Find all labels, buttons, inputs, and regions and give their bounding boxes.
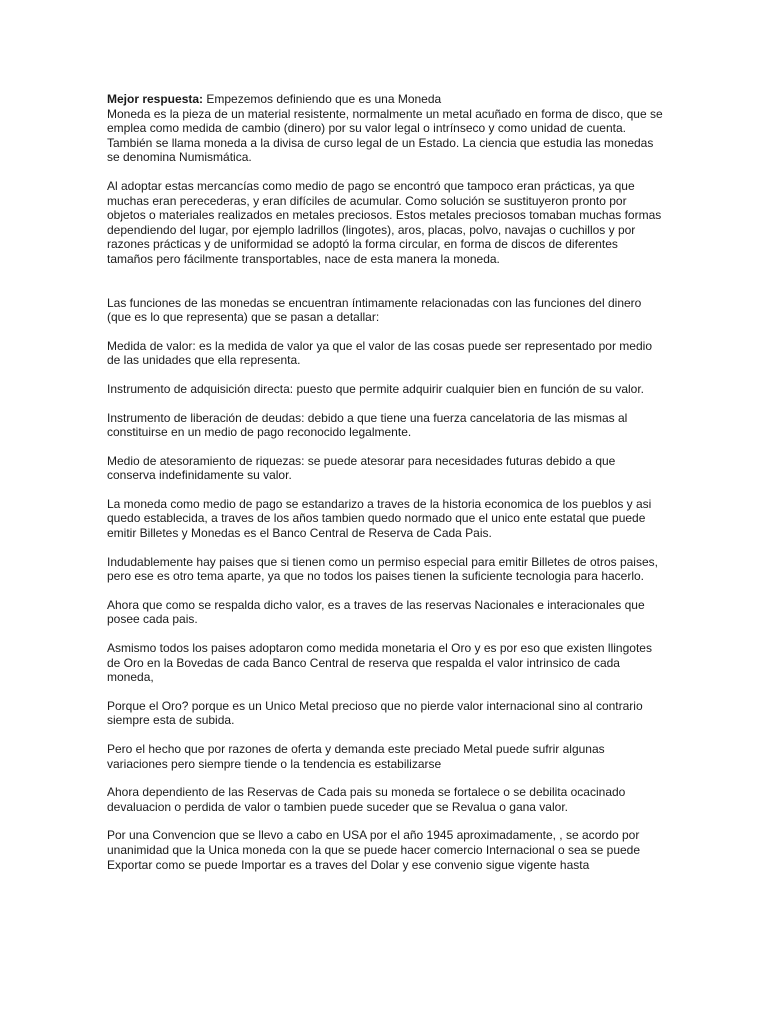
- paragraph: Por una Convencion que se llevo a cabo en USA por el año 1945 aproximadamente, , se acordo por unanimidad que la Unica moneda con la que se puede hacer comercio Internacional o sea se puede Exportar como se puede Importar es a traves del Dolar y ese convenio sigue vigente hasta: [107, 828, 641, 872]
- paragraph: Asmismo todos los paises adoptaron como medida monetaria el Oro y es por eso que existen llingotes de Oro en la Bovedas de cada Banco Central de reserva que respalda el valor intrinsico de cada moneda,: [107, 641, 652, 685]
- paragraph: Instrumento de adquisición directa: puesto que permite adquirir cualquier bien en función de su valor.: [107, 381, 644, 396]
- intro-heading: Empezemos definiendo que es una Moneda: [203, 92, 442, 106]
- intro-body: Moneda es la pieza de un material resistente, normalmente un metal acuñado en forma de disco, que se emplea como medida de cambio (dinero) por su valor legal o intrínseco y como unidad de cuenta. También se llama moneda a la divisa de curso legal de un Estado. La ciencia que estudia las monedas se denomina Numismática.: [107, 106, 663, 165]
- paragraph: Pero el hecho que por razones de oferta y demanda este preciado Metal puede sufrir algunas variaciones pero siempre tiende o la tendencia es estabilizarse: [107, 742, 605, 771]
- paragraph: Ahora que como se respalda dicho valor, es a traves de las reservas Nacionales e interacionales que posee cada pais.: [107, 597, 645, 627]
- intro-paragraph: [107, 92, 663, 165]
- document-page: [107, 92, 663, 886]
- paragraph: La moneda como medio de pago se estandarizo a traves de la historia economica de los pueblos y asi quedo establecida, a traves de los años tambien quedo normado que el unico ente estatal que puede emitir Billetes y Monedas es el Banco Central de Reserva de Cada Pais.: [107, 496, 652, 541]
- paragraph: Al adoptar estas mercancías como medio de pago se encontró que tampoco eran prácticas, ya que muchas eran perecederas, y eran difíciles de acumular. Como solución se sustituyeron pronto por objetos o materiales realizados en metales preciosos. Estos metales preciosos tomaban muchas formas dependiendo del lugar, por ejemplo ladrillos (lingotes), aros, placas, polvo, navajas o cuchillos y por razones prácticas y de uniformidad se adoptó la forma circular, en forma de discos de diferentes tamaños pero fácilmente transportables, nace de esta manera la moneda.: [107, 178, 662, 266]
- paragraph: Medida de valor: es la medida de valor ya que el valor de las cosas puede ser representado por medio de las unidades que ella representa.: [107, 338, 652, 368]
- paragraph: Indudablemente hay paises que si tienen como un permiso especial para emitir Billetes de otros paises, pero ese es otro tema aparte, ya que no todos los paises tienen la suficiente tecnologia para hacerlo.: [107, 554, 658, 584]
- best-answer-label: Mejor respuesta:: [107, 92, 204, 106]
- paragraph: Porque el Oro? porque es un Unico Metal precioso que no pierde valor internacional sino al contrario siempre esta de subida.: [107, 698, 643, 728]
- paragraph: Instrumento de liberación de deudas: debido a que tiene una fuerza cancelatoria de las mismas al constituirse en un medio de pago reconocido legalmente.: [107, 410, 628, 440]
- paragraph: Las funciones de las monedas se encuentran íntimamente relacionadas con las funciones del dinero (que es lo que representa) que se pasan a detallar:: [107, 295, 642, 325]
- paragraph: Ahora dependiento de las Reservas de Cada pais su moneda se fortalece o se debilita ocacinado devaluacion o perdida de valor o tambien puede suceder que se Revalua o gana valor.: [107, 785, 626, 814]
- paragraph: Medio de atesoramiento de riquezas: se puede atesorar para necesidades futuras debido a que conserva indefinidamente su valor.: [107, 453, 616, 483]
